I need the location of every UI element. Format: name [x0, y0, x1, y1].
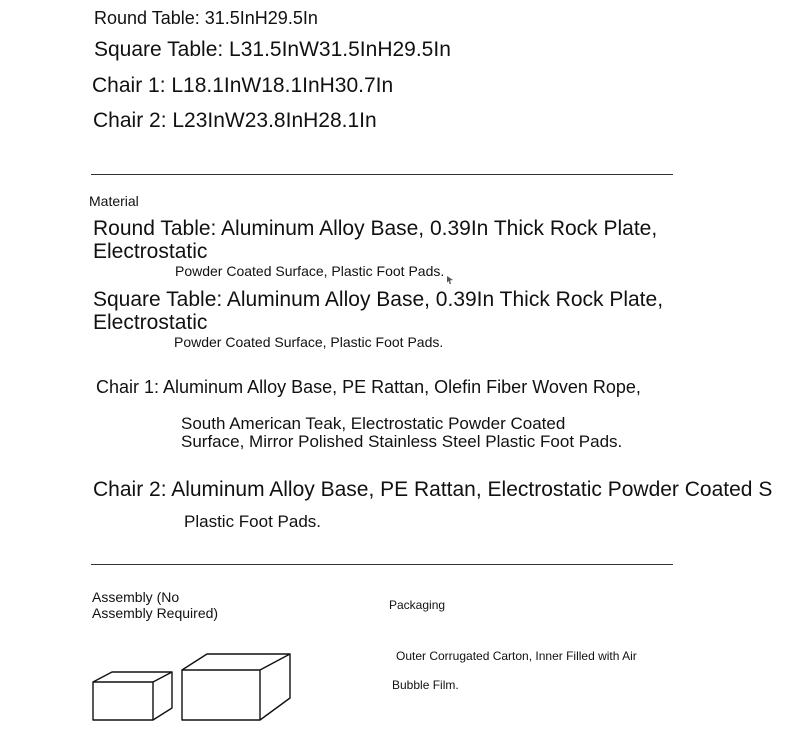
boxes-icon	[90, 648, 300, 728]
assembly-line-2: Assembly Required)	[92, 605, 219, 621]
round-table-material-line-2: Electrostatic	[93, 240, 208, 263]
material-heading: Material	[89, 193, 139, 209]
round-table-dimensions: Round Table: 31.5InH29.5In	[94, 8, 318, 28]
square-table-material-line-2: Electrostatic	[93, 311, 208, 334]
packaging-heading: Packaging	[389, 598, 446, 612]
round-table-material-line-1: Round Table: Aluminum Alloy Base, 0.39In Thick Rock Plate,	[93, 217, 658, 240]
square-table-material-line-1: Square Table: Aluminum Alloy Base, 0.39In Thick Rock Plate,	[93, 288, 664, 311]
chair-1-dimensions: Chair 1: L18.1InW18.1InH30.7In	[92, 74, 394, 97]
section-divider-top	[91, 174, 673, 175]
mouse-cursor-icon	[447, 276, 453, 284]
section-divider-bottom	[91, 564, 673, 565]
chair-2-dimensions: Chair 2: L23InW23.8InH28.1In	[93, 109, 377, 132]
round-table-material-line-3: Powder Coated Surface, Plastic Foot Pads.	[175, 263, 445, 279]
chair-1-material-line-1: Chair 1: Aluminum Alloy Base, PE Rattan, Olefin Fiber Woven Rope,	[96, 377, 641, 397]
packaging-line-2: Bubble Film.	[392, 678, 459, 692]
chair-2-material-line-1: Chair 2: Aluminum Alloy Base, PE Rattan, Electrostatic Powder Coated S	[93, 478, 773, 501]
packaging-line-1: Outer Corrugated Carton, Inner Filled with Air	[396, 649, 637, 663]
chair-1-material-line-3: Surface, Mirror Polished Stainless Steel Plastic Foot Pads.	[181, 432, 623, 451]
square-table-dimensions: Square Table: L31.5InW31.5InH29.5In	[94, 38, 451, 61]
assembly-line-1: Assembly (No	[92, 589, 180, 605]
square-table-material-line-3: Powder Coated Surface, Plastic Foot Pads.	[174, 334, 444, 350]
chair-1-material-line-2: South American Teak, Electrostatic Powder Coated	[181, 414, 566, 433]
chair-2-material-line-2: Plastic Foot Pads.	[184, 512, 322, 531]
